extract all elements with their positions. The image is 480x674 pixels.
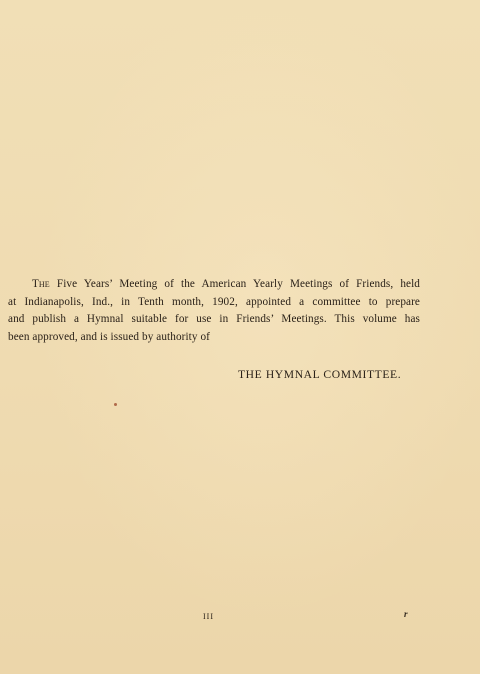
notice-line-2: at Indianapolis, Ind., in Tenth month, 1902, appointed a committee to prepare bbox=[8, 295, 420, 308]
publication-notice bbox=[8, 276, 420, 346]
page-number: III bbox=[203, 612, 214, 621]
notice-line-4: been approved, and is issued by authority of bbox=[8, 330, 210, 343]
committee-signature: THE HYMNAL COMMITTEE. bbox=[238, 368, 402, 381]
notice-line-1-text: Five Years’ Meeting of the American Yearly Meetings of Friends, held bbox=[49, 278, 420, 290]
paper-speck bbox=[114, 403, 117, 406]
printer-signature-mark: r bbox=[404, 609, 408, 619]
notice-line-1 bbox=[8, 276, 420, 294]
notice-opening-word: The bbox=[32, 278, 50, 290]
notice-line-3: and publish a Hymnal suitable for use in Friends’ Meetings. This volume has bbox=[8, 313, 420, 325]
